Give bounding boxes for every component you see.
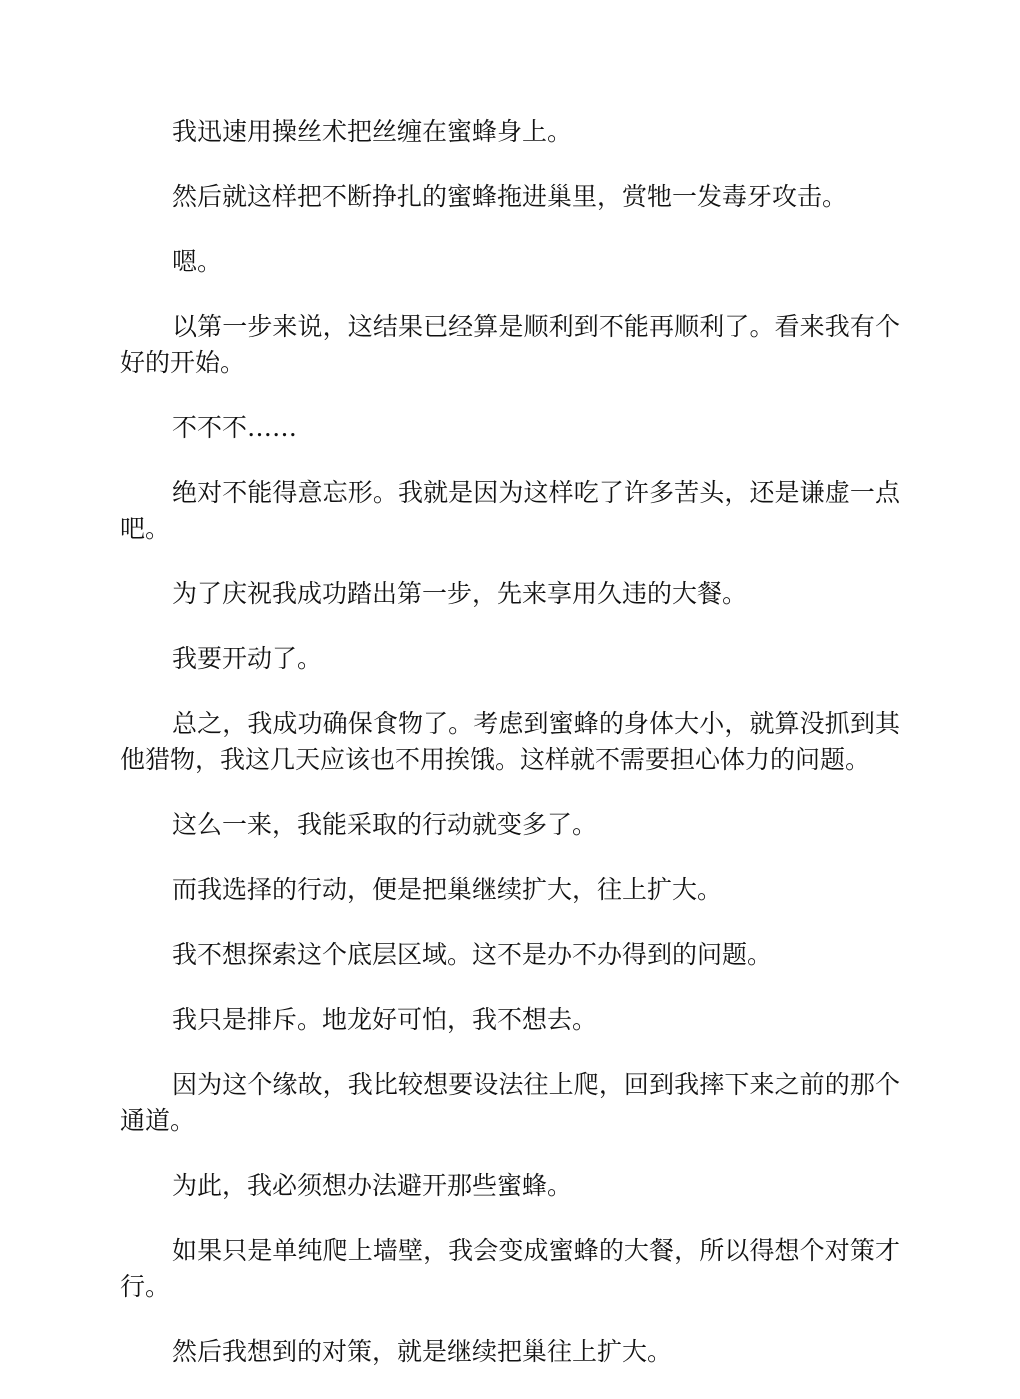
paragraph: 不不不……: [172, 413, 298, 442]
paragraph: 而我选择的行动，便是把巢继续扩大，往上扩大。: [172, 875, 723, 904]
paragraph: 如果只是单纯爬上墙壁，我会变成蜜蜂的大餐，所以得想个对策才行。: [120, 1236, 900, 1301]
paragraph: 我只是排斥。地龙好可怕，我不想去。: [172, 1005, 598, 1034]
paragraph: 因为这个缘故，我比较想要设法往上爬，回到我摔下来之前的那个通道。: [120, 1070, 900, 1135]
paragraph: 这么一来，我能采取的行动就变多了。: [172, 810, 598, 839]
paragraph: 我不想探索这个底层区域。这不是办不办得到的问题。: [172, 940, 773, 969]
paragraph: 绝对不能得意忘形。我就是因为这样吃了许多苦头，还是谦虚一点吧。: [120, 478, 900, 543]
paragraph: 然后我想到的对策，就是继续把巢往上扩大。: [172, 1337, 673, 1366]
paragraph: 我迅速用操丝术把丝缠在蜜蜂身上。: [172, 117, 573, 146]
paragraph: 以第一步来说，这结果已经算是顺利到不能再顺利了。看来我有个好的开始。: [120, 312, 900, 377]
text-body: [120, 114, 900, 1399]
paragraph: 嗯。: [172, 247, 223, 276]
paragraph: 然后就这样把不断挣扎的蜜蜂拖进巢里，赏牠一发毒牙攻击。: [172, 182, 848, 211]
paragraph: 为了庆祝我成功踏出第一步，先来享用久违的大餐。: [172, 579, 748, 608]
paragraph: 我要开动了。: [172, 644, 323, 673]
paragraph: 总之，我成功确保食物了。考虑到蜜蜂的身体大小，就算没抓到其他猎物，我这几天应该也不用挨饿。这样就不需要担心体力的问题。: [120, 709, 900, 774]
paragraph: 为此，我必须想办法避开那些蜜蜂。: [172, 1171, 573, 1200]
